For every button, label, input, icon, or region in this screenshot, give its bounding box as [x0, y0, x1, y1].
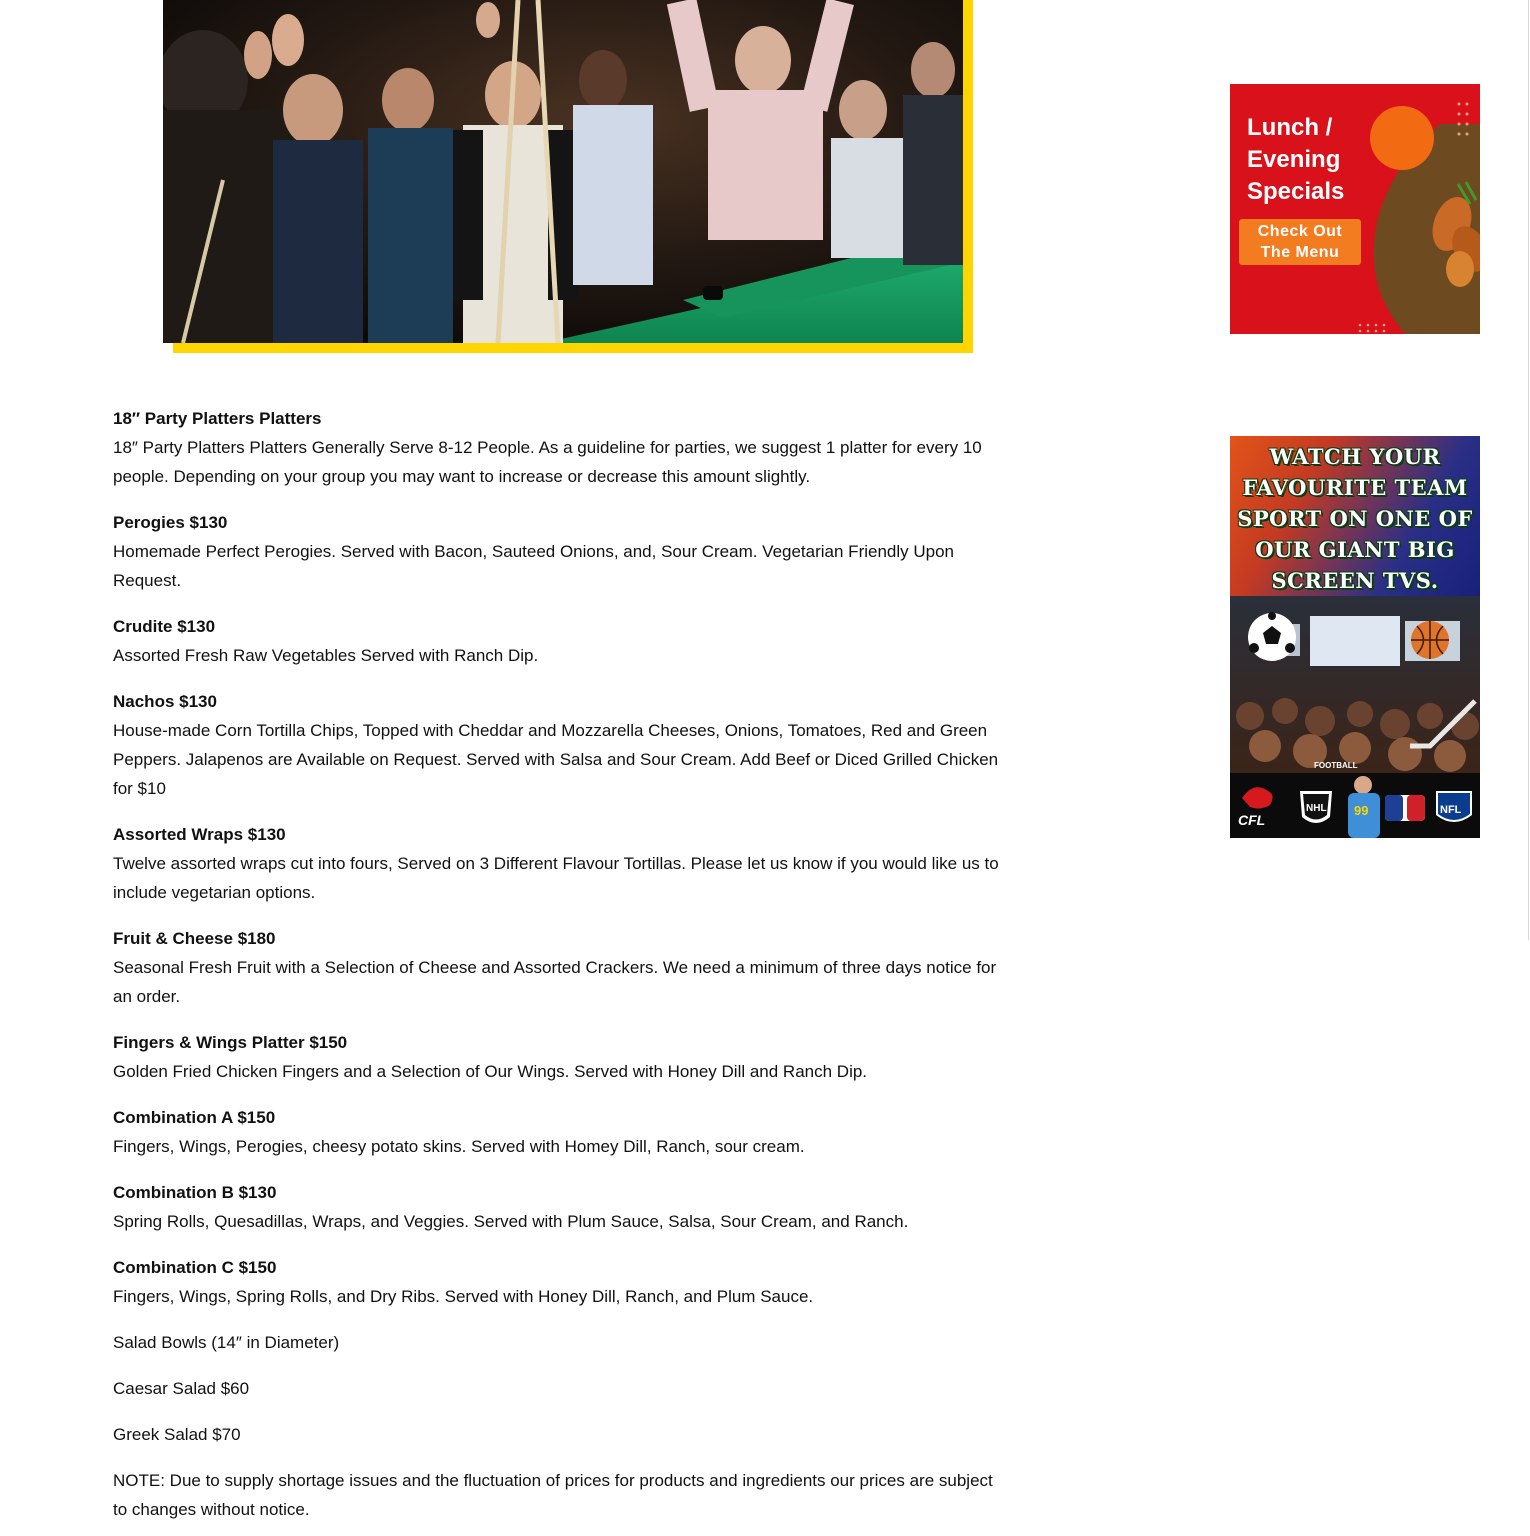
menu-item: [113, 1178, 1003, 1236]
sports-ad-line: FAVOURITE TEAM: [1242, 475, 1468, 500]
cfl-logo: [1238, 787, 1273, 828]
price-note: NOTE: Due to supply shortage issues and the fluctuation of prices for products and ingredients our prices are subject to changes without notice.: [113, 1471, 993, 1519]
button-label-line: Check Out: [1257, 223, 1343, 240]
football-label: FOOTBALL: [1314, 761, 1358, 770]
menu-item-description: Spring Rolls, Quesadillas, Wraps, and Veggies. Served with Plum Sauce, Salsa, Sour Cream, and Ranch.: [113, 1212, 909, 1231]
check-out-menu-button[interactable]: [1239, 219, 1361, 265]
menu-item-description: Twelve assorted wraps cut into fours, Served on 3 Different Flavour Tortillas. Please let us know if you would like us to include vegetarian options.: [113, 854, 999, 902]
sports-ad-headline: [1230, 441, 1480, 596]
party-photo: [163, 0, 963, 343]
lunch-specials-ad[interactable]: [1230, 84, 1480, 334]
jersey-number: 99: [1354, 803, 1369, 818]
sports-ad-line: SCREEN TVS.: [1271, 568, 1439, 593]
sports-ad-line: OUR GIANT BIG: [1255, 537, 1455, 562]
menu-item-description: Seasonal Fresh Fruit with a Selection of Cheese and Assorted Crackers. We need a minimum of three days notice for an order.: [113, 958, 997, 1006]
menu-item-title: 18″ Party Platters Platters: [113, 409, 322, 428]
menu-item: [113, 1028, 1003, 1086]
menu-item-title: Perogies $130: [113, 513, 228, 532]
menu-item-title: Fruit & Cheese $180: [113, 929, 276, 948]
menu-item-title: Combination A $150: [113, 1108, 276, 1127]
cfl-logo-text: CFL: [1238, 812, 1266, 828]
party-platters-menu: [113, 404, 1003, 1536]
menu-item: [113, 612, 1003, 670]
menu-item: [113, 687, 1003, 803]
button-label-line: The Menu: [1260, 244, 1340, 261]
menu-item: [113, 924, 1003, 1011]
big-screen-sports-ad[interactable]: [1230, 436, 1480, 838]
greek-salad: Greek Salad $70: [113, 1425, 241, 1444]
football-player-image: [1348, 776, 1380, 838]
menu-item-description: Assorted Fresh Raw Vegetables Served with Ranch Dip.: [113, 646, 539, 665]
caesar-salad: Caesar Salad $60: [113, 1379, 250, 1398]
nhl-logo: [1300, 791, 1332, 823]
menu-item-description: Homemade Perfect Perogies. Served with Bacon, Sauteed Onions, and, Sour Cream. Vegetarian Friendly Upon Request.: [113, 542, 955, 590]
menu-item: [113, 508, 1003, 595]
sports-ad-line: WATCH YOUR: [1269, 444, 1441, 469]
menu-item: [113, 1103, 1003, 1161]
scrollbar-edge: [1528, 0, 1529, 940]
menu-item-description: Golden Fried Chicken Fingers and a Selection of Our Wings. Served with Honey Dill and Ranch Dip.: [113, 1062, 868, 1081]
menu-item: [113, 820, 1003, 907]
sports-ad-line: SPORT ON ONE OF: [1237, 506, 1473, 531]
nhl-logo-text: NHL: [1306, 803, 1327, 814]
league-logos: [1230, 773, 1480, 838]
sports-bar-photo: [1230, 596, 1480, 773]
salad-bowls-heading: Salad Bowls (14″ in Diameter): [113, 1333, 340, 1352]
menu-item: [113, 404, 1003, 491]
lunch-ad-line: Lunch /: [1247, 114, 1333, 141]
menu-item-title: Nachos $130: [113, 692, 217, 711]
mlb-logo-text: MLB: [1388, 833, 1391, 834]
hero-image: [163, 0, 963, 343]
menu-item-description: House-made Corn Tortilla Chips, Topped with Cheddar and Mozzarella Cheeses, Onions, Tomatoes, Red and Green Peppers. Jalapenos are Available on Request. Served with Salsa and Sour Cream. Add Beef or Diced Grilled Chicken for $10: [113, 721, 999, 798]
menu-item-title: Assorted Wraps $130: [113, 825, 286, 844]
menu-item: [113, 1253, 1003, 1311]
lunch-ad-line: Evening: [1247, 146, 1341, 173]
nfl-logo-text: NFL: [1440, 804, 1462, 816]
sports-ad-header: [1230, 436, 1480, 596]
menu-item-title: Crudite $130: [113, 617, 216, 636]
menu-item-description: Fingers, Wings, Perogies, cheesy potato skins. Served with Homey Dill, Ranch, sour cream.: [113, 1137, 805, 1156]
lunch-ad-title: [1247, 112, 1387, 208]
league-logos-strip: [1230, 773, 1480, 838]
menu-item-description: Fingers, Wings, Spring Rolls, and Dry Ribs. Served with Honey Dill, Ranch, and Plum Sauce.: [113, 1287, 814, 1306]
menu-item-title: Fingers & Wings Platter $150: [113, 1033, 348, 1052]
menu-item-description: 18″ Party Platters Platters Generally Serve 8-12 People. As a guideline for parties, we suggest 1 platter for every 10 people. Depending on your group you may want to increase or decrease this amount slightly.: [113, 438, 982, 486]
menu-item-title: Combination B $130: [113, 1183, 277, 1202]
lunch-ad-line: Specials: [1247, 178, 1345, 205]
nfl-logo: [1436, 791, 1472, 822]
mlb-logo: [1385, 795, 1425, 834]
menu-item-title: Combination C $150: [113, 1258, 277, 1277]
